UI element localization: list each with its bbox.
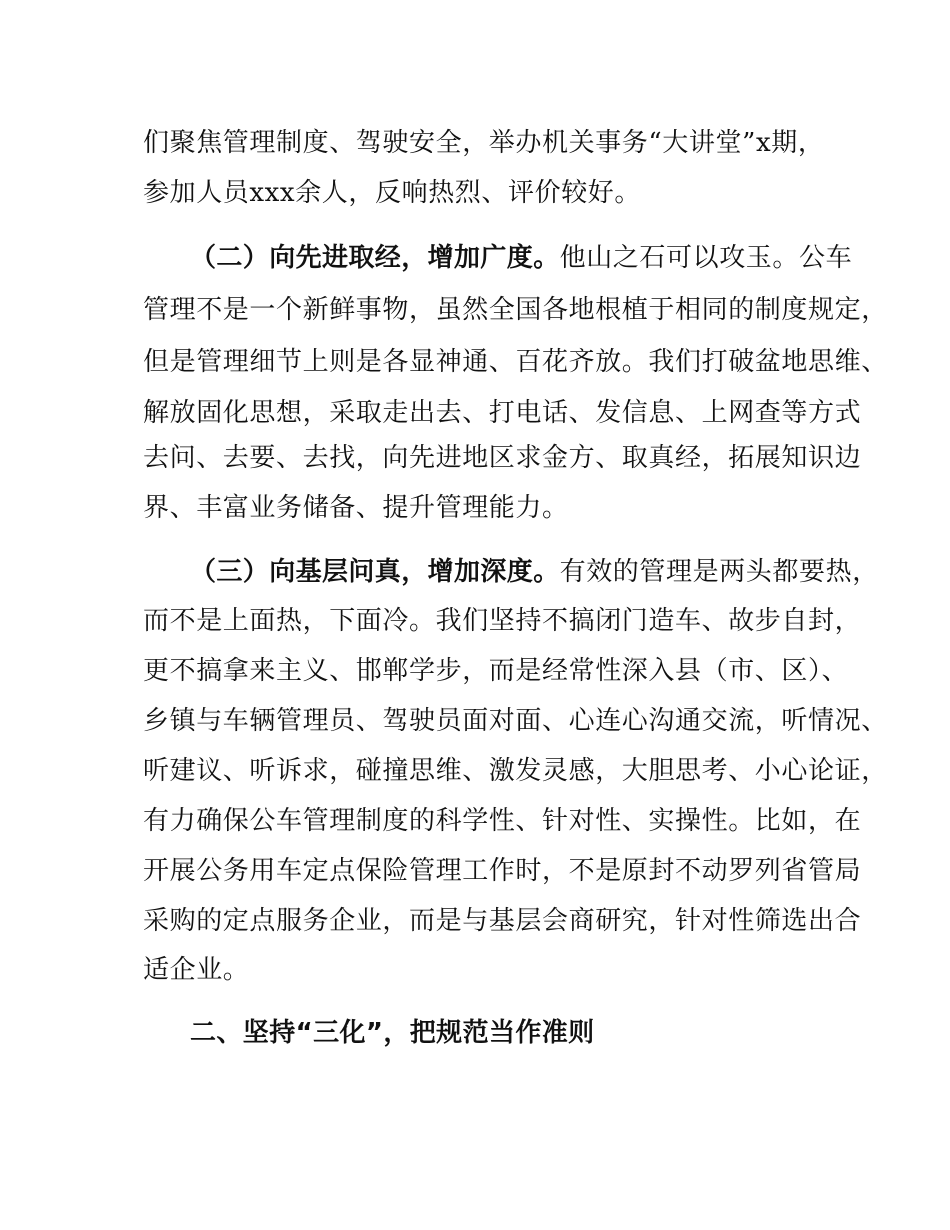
paragraph-2-line-3: 但是管理细节上则是各显神通、百花齐放。我们打破盆地思维、 xyxy=(143,347,888,377)
paragraph-2-line-1-text: 他山之石可以攻玉。公车 xyxy=(559,243,853,273)
paragraph-3-line-9: 适企业。 xyxy=(143,955,250,985)
paragraph-3-line-7: 开展公务用车定点保险管理工作时，不是原封不动罗列省管局 xyxy=(143,856,862,886)
paragraph-3-line-1 xyxy=(190,557,879,587)
paragraph-2-line-6: 界、丰富业务储备、提升管理能力。 xyxy=(143,493,569,523)
paragraph-3-line-1-text: 有效的管理是两头都要热， xyxy=(559,557,879,587)
paragraph-2-heading: （二）向先进取经，增加广度。 xyxy=(190,243,560,273)
paragraph-2-line-5: 去问、去要、去找，向先进地区求金方、取真经，拓展知识边 xyxy=(143,443,862,473)
paragraph-3-line-3: 更不搞拿来主义、邯郸学步，而是经常性深入县（市、区）、 xyxy=(143,656,849,686)
paragraph-1-line-1: 们聚焦管理制度、驾驶安全，举办机关事务“大讲堂”x期， xyxy=(143,128,825,158)
paragraph-3-line-4: 乡镇与车辆管理员、驾驶员面对面、心连心沟通交流，听情况、 xyxy=(143,706,888,736)
section-heading: 二、坚持“三化”，把规范当作准则 xyxy=(190,1018,595,1048)
paragraph-2-line-4: 解放固化思想，采取走出去、打电话、发信息、上网查等方式 xyxy=(143,398,862,428)
paragraph-3-line-2: 而不是上面热，下面冷。我们坚持不搞闭门造车、故步自封， xyxy=(143,606,862,636)
paragraph-3-heading: （三）向基层问真，增加深度。 xyxy=(190,557,560,587)
paragraph-3-line-8: 采购的定点服务企业，而是与基层会商研究，针对性筛选出合 xyxy=(143,906,862,936)
paragraph-3-line-5: 听建议、听诉求，碰撞思维、激发灵感，大胆思考、小心论证， xyxy=(143,756,888,786)
paragraph-2-line-1 xyxy=(190,243,852,273)
paragraph-1-line-2: 参加人员xxx余人，反响热烈、评价较好。 xyxy=(143,178,641,208)
paragraph-2-line-2: 管理不是一个新鲜事物，虽然全国各地根植于相同的制度规定， xyxy=(143,295,888,325)
paragraph-3-line-6: 有力确保公车管理制度的科学性、针对性、实操性。比如，在 xyxy=(143,806,862,836)
